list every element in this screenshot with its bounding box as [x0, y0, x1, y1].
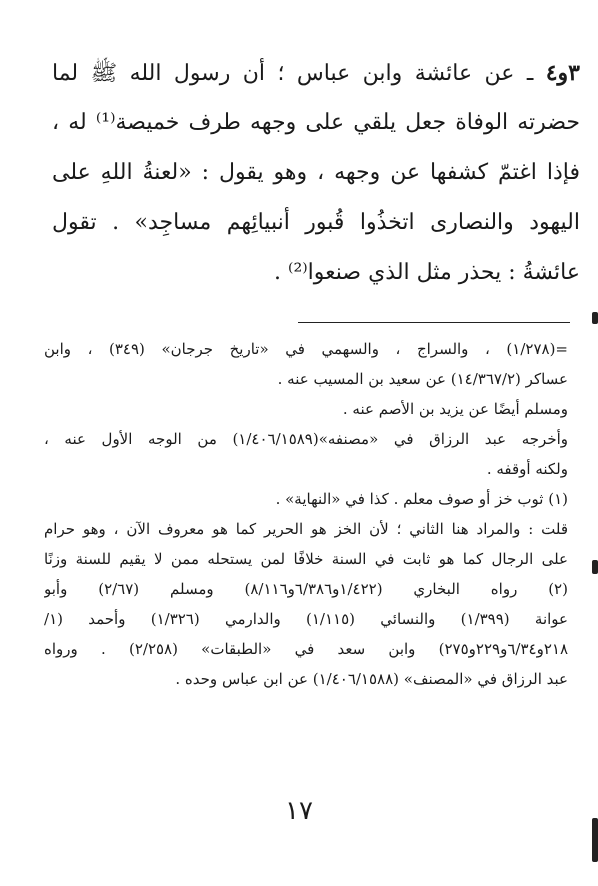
page-edge-mark	[592, 818, 598, 862]
hadith-line-3	[52, 148, 580, 198]
footnote-divider	[298, 322, 570, 323]
hadith-text	[52, 48, 580, 298]
footnote-line: عبد الرزاق في «المصنف» (١/٤٠٦/١٥٨٨) عن ابن عباس وحده .	[175, 670, 568, 688]
hadith-line-text: اليهود والنصارى اتخذُوا قُبور أنبيائِهم مساجِد» . تقول	[52, 210, 580, 235]
hadith-line-5	[52, 248, 580, 298]
footnote-line: عوانة (١/٣٩٩) والنسائي (١/١١٥) والدارمي (١/٣٢٦) وأحمد (١/	[44, 610, 568, 628]
footnote-line: ٢١٨و٦/٣٤و٢٢٩و٢٧٥) وابن سعد في «الطبقات» (٢/٢٥٨) . ورواه	[44, 640, 568, 658]
page-edge-mark	[592, 560, 598, 574]
page-edge-mark	[592, 312, 598, 324]
hadith-line-1	[52, 48, 580, 98]
footnote-line: على الرجال كما هو ثابت في السنة خلافًا لمن يستحله ممن لا يقيم للسنة وزنًا	[44, 550, 568, 568]
hadith-line-4	[52, 198, 580, 248]
footnote-line: وأخرجه عبد الرزاق في «مصنفه»(١/٤٠٦/١٥٨٩) من الوجه الأول عنه ،	[44, 430, 568, 448]
footnote-line: ولكنه أوقفه .	[486, 460, 568, 478]
footnote-line: (١) ثوب خز أو صوف معلم . كذا في «النهاية» .	[275, 490, 568, 508]
hadith-number: ٣و٤	[545, 60, 580, 86]
page-number: ١٧	[285, 796, 313, 826]
hadith-line-text: ـ عن عائشة وابن عباس ؛ أن رسول الله ﷺ لما	[52, 61, 546, 86]
hadith-line-text: عائشةُ : يحذر مثل الذي صنعوا⁽²⁾ .	[274, 260, 580, 285]
footnote-line: (٢) رواه البخاري (١/٤٢٢و٦/٣٨٦و٨/١١٦) ومسلم (٢/٦٧) وأبو	[44, 580, 568, 598]
footnote-line: =(١/٢٧٨) ، والسراج ، والسهمي في «تاريخ جرجان» (٣٤٩) ، وابن	[44, 340, 568, 358]
hadith-line-text: فإذا اغتمّ كشفها عن وجهه ، وهو يقول : «لعنةُ اللهِ على	[52, 160, 580, 185]
footnote-line: قلت : والمراد هنا الثاني ؛ لأن الخز هو الحرير كما هو معروف الآن ، وهو حرام	[44, 520, 568, 538]
footnote-line: عساكر (١٤/٣٦٧/٢) عن سعيد بن المسيب عنه .	[277, 370, 568, 388]
hadith-line-text: حضرته الوفاة جعل يلقي على وجهه طرف خميصة⁽¹⁾ له ،	[52, 110, 580, 135]
hadith-line-2	[52, 98, 580, 148]
footnote-line: ومسلم أيضًا عن يزيد بن الأصم عنه .	[342, 400, 568, 418]
footnotes	[44, 334, 568, 694]
